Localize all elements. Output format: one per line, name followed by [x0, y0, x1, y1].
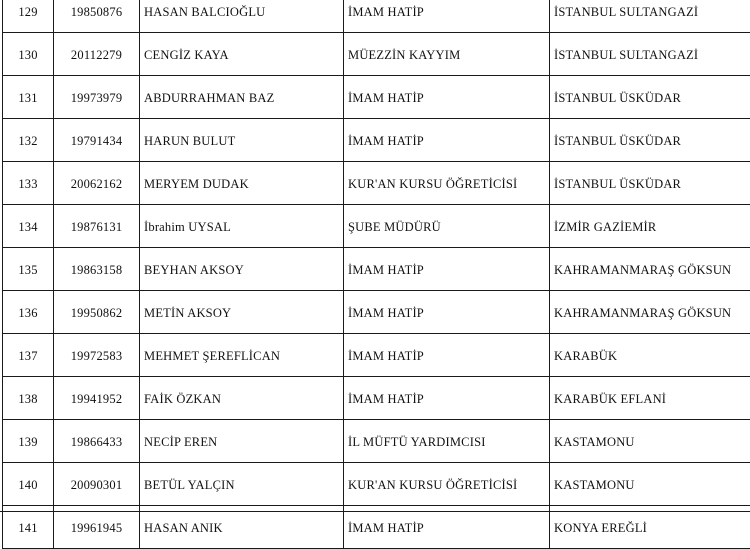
record-id-cell: 19972583 — [54, 334, 140, 377]
location-cell: KAHRAMANMARAŞ GÖKSUN — [550, 291, 750, 334]
job-title-cell: MÜEZZİN KAYYIM — [344, 33, 550, 76]
location-cell: KAHRAMANMARAŞ GÖKSUN — [550, 248, 750, 291]
table-row — [3, 463, 750, 506]
person-name-cell: HARUN BULUT — [140, 119, 344, 162]
job-title-cell: KUR'AN KURSU ÖĞRETİCİSİ — [344, 162, 550, 205]
row-number-cell: 131 — [3, 76, 54, 119]
row-number-cell: 135 — [3, 248, 54, 291]
table-row — [3, 119, 750, 162]
location-cell: İSTANBUL SULTANGAZİ — [550, 33, 750, 76]
personnel-table — [2, 0, 750, 549]
person-name-cell: METİN AKSOY — [140, 291, 344, 334]
location-cell: İZMİR GAZİEMİR — [550, 205, 750, 248]
row-number-cell: 129 — [3, 0, 54, 33]
table-row — [3, 162, 750, 205]
location-cell: KARABÜK EFLANİ — [550, 377, 750, 420]
person-name-cell: HASAN BALCIOĞLU — [140, 0, 344, 33]
location-cell: İSTANBUL ÜSKÜDAR — [550, 162, 750, 205]
row-number-cell: 130 — [3, 33, 54, 76]
job-title-cell: İMAM HATİP — [344, 248, 550, 291]
table-row — [3, 0, 750, 33]
row-number-cell: 134 — [3, 205, 54, 248]
record-id-cell: 19866433 — [54, 420, 140, 463]
person-name-cell: HASAN ANIK — [140, 506, 344, 549]
record-id-cell: 19863158 — [54, 248, 140, 291]
location-cell: İSTANBUL ÜSKÜDAR — [550, 76, 750, 119]
person-name-cell: NECİP EREN — [140, 420, 344, 463]
next-row-edge — [0, 511, 750, 516]
record-id-cell: 19961945 — [54, 506, 140, 549]
row-number-cell: 141 — [3, 506, 54, 549]
job-title-cell: İL MÜFTÜ YARDIMCISI — [344, 420, 550, 463]
record-id-cell: 19876131 — [54, 205, 140, 248]
person-name-cell: BEYHAN AKSOY — [140, 248, 344, 291]
table-row — [3, 420, 750, 463]
person-name-cell: BETÜL YALÇIN — [140, 463, 344, 506]
row-number-cell: 140 — [3, 463, 54, 506]
record-id-cell: 20062162 — [54, 162, 140, 205]
location-cell: İSTANBUL ÜSKÜDAR — [550, 119, 750, 162]
record-id-cell: 19941952 — [54, 377, 140, 420]
table-body — [3, 0, 750, 549]
table-row — [3, 334, 750, 377]
row-number-cell: 133 — [3, 162, 54, 205]
table-row — [3, 33, 750, 76]
location-cell: KASTAMONU — [550, 420, 750, 463]
table-row — [3, 291, 750, 334]
record-id-cell: 20112279 — [54, 33, 140, 76]
person-name-cell: MEHMET ŞEREFLİCAN — [140, 334, 344, 377]
job-title-cell: İMAM HATİP — [344, 76, 550, 119]
job-title-cell: İMAM HATİP — [344, 377, 550, 420]
job-title-cell: İMAM HATİP — [344, 506, 550, 549]
job-title-cell: KUR'AN KURSU ÖĞRETİCİSİ — [344, 463, 550, 506]
record-id-cell: 19950862 — [54, 291, 140, 334]
person-name-cell: ABDURRAHMAN BAZ — [140, 76, 344, 119]
table-row — [3, 76, 750, 119]
row-number-cell: 132 — [3, 119, 54, 162]
job-title-cell: İMAM HATİP — [344, 0, 550, 33]
table-row — [3, 248, 750, 291]
record-id-cell: 19973979 — [54, 76, 140, 119]
person-name-cell: FAİK ÖZKAN — [140, 377, 344, 420]
row-number-cell: 136 — [3, 291, 54, 334]
location-cell: KASTAMONU — [550, 463, 750, 506]
location-cell: KARABÜK — [550, 334, 750, 377]
table-row — [3, 205, 750, 248]
job-title-cell: İMAM HATİP — [344, 334, 550, 377]
table-row — [3, 377, 750, 420]
row-number-cell: 139 — [3, 420, 54, 463]
job-title-cell: İMAM HATİP — [344, 291, 550, 334]
job-title-cell: ŞUBE MÜDÜRÜ — [344, 205, 550, 248]
row-number-cell: 137 — [3, 334, 54, 377]
row-number-cell: 138 — [3, 377, 54, 420]
record-id-cell: 20090301 — [54, 463, 140, 506]
record-id-cell: 19850876 — [54, 0, 140, 33]
location-cell: İSTANBUL SULTANGAZİ — [550, 0, 750, 33]
person-name-cell: İbrahim UYSAL — [140, 205, 344, 248]
job-title-cell: İMAM HATİP — [344, 119, 550, 162]
person-name-cell: CENGİZ KAYA — [140, 33, 344, 76]
record-id-cell: 19791434 — [54, 119, 140, 162]
person-name-cell: MERYEM DUDAK — [140, 162, 344, 205]
location-cell: KONYA EREĞLİ — [550, 506, 750, 549]
